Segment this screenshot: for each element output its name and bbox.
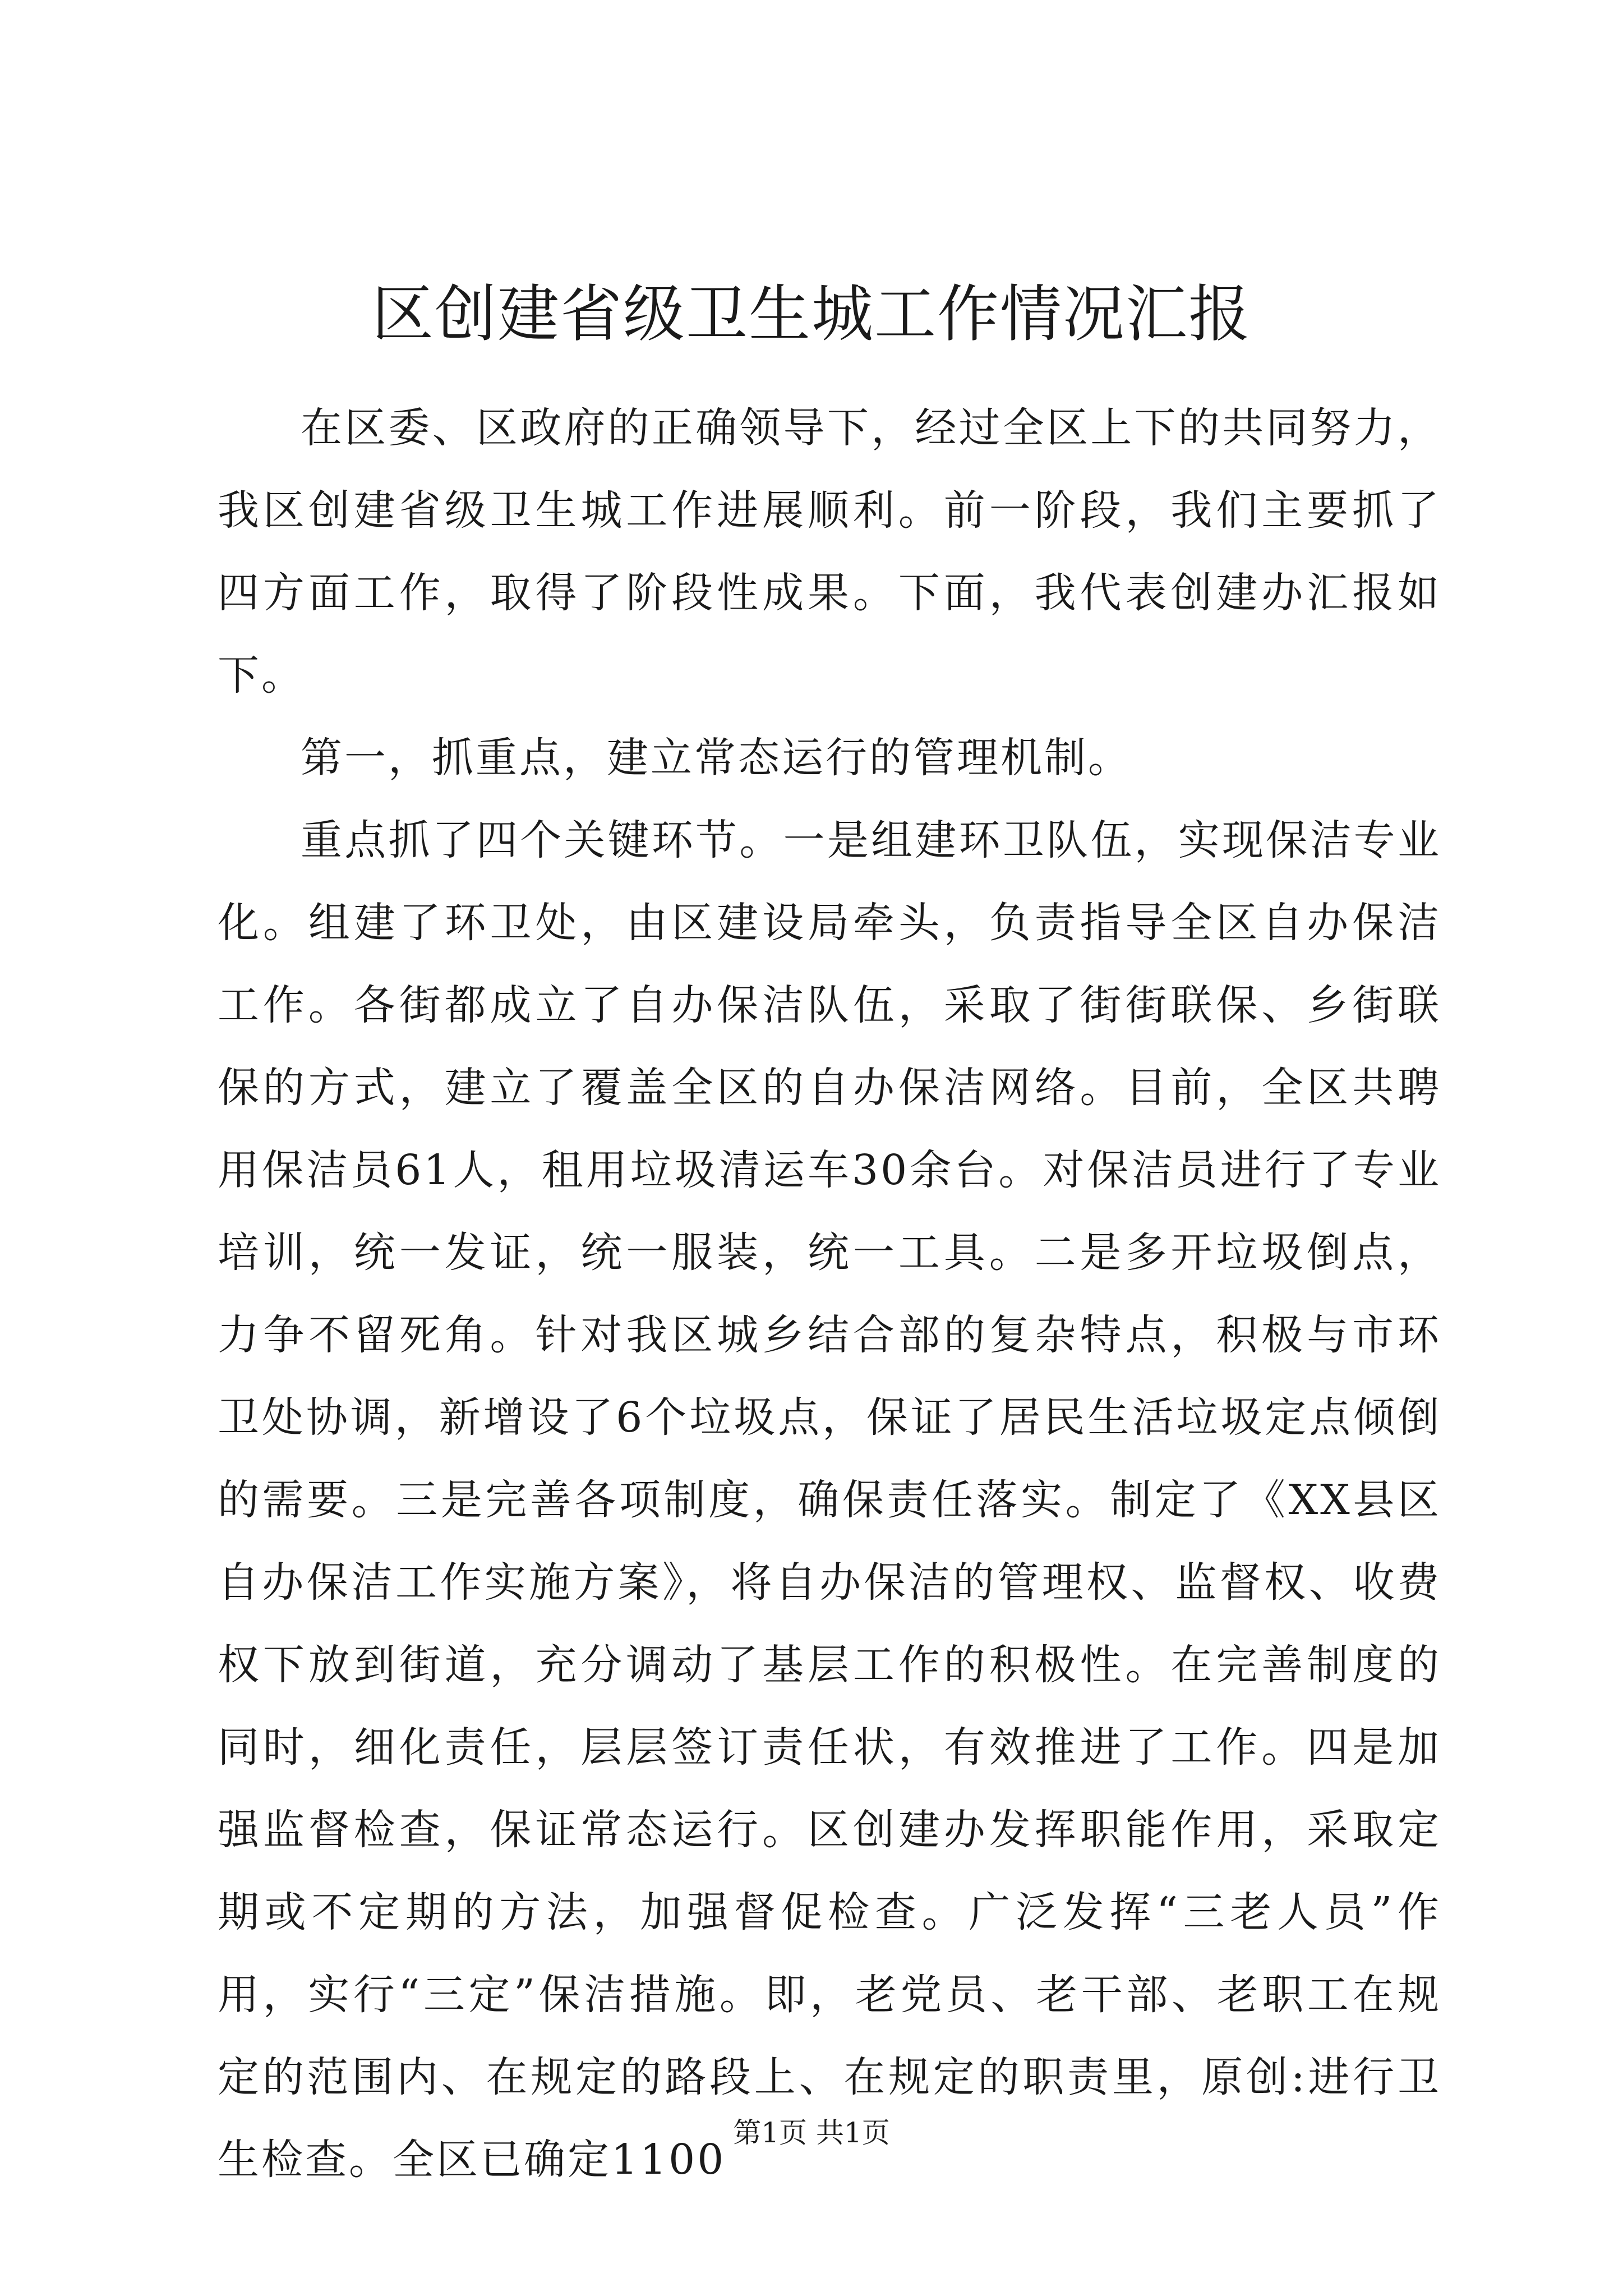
paragraph-heading-first: 第一，抓重点，建立常态运行的管理机制。: [301, 734, 1132, 782]
paragraph-details: 重点抓了四个关键环节。一是组建环卫队伍，实现保洁专业化。组建了环卫处，由区建设局牵头，负责指导全区自办保洁工作。各街都成立了自办保洁队伍，采取了街街联保、乡街联保的方式，建立了覆盖全区的自办保洁网络。目前，全区共聘用保洁员61人，租用垃圾清运车30余台。对保洁员进行了专业培训，统一发证，统一服装，统一工具。二是多开垃圾倒点，力争不留死角。针对我区城乡结合部的复杂特点，积极与市环卫处协调，新增设了6个垃圾点，保证了居民生活垃圾定点倾倒的需要。三是完善各项制度，确保责任落实。制定了《XX县区自办保洁工作实施方案》，将自办保洁的管理权、监督权、收费权下放到街道，充分调动了基层工作的积极性。在完善制度的同时，细化责任，层层签订责任状，有效推进了工作。四是加强监督检查，保证常态运行。区创建办发挥职能作用，采取定期或不定期的方法，加强督促检查。广泛发挥“三老人员”作用，实行“三定”保洁措施。即，老党员、老干部、老职工在规定的范围内、在规定的路段上、在规定的职责里，原创:进行卫生检查。全区已确定1100: [218, 816, 1441, 2184]
paragraph-intro: 在区委、区政府的正确领导下，经过全区上下的共同努力，我区创建省级卫生城工作进展顺利。前一阶段，我们主要抓了四方面工作，取得了阶段性成果。下面，我代表创建办汇报如下。: [218, 404, 1441, 700]
page-number-footer: 第1页 共1页: [733, 2116, 890, 2149]
document-title: 区创建省级卫生城工作情况汇报: [372, 278, 1251, 350]
document-body: [218, 387, 1441, 2201]
